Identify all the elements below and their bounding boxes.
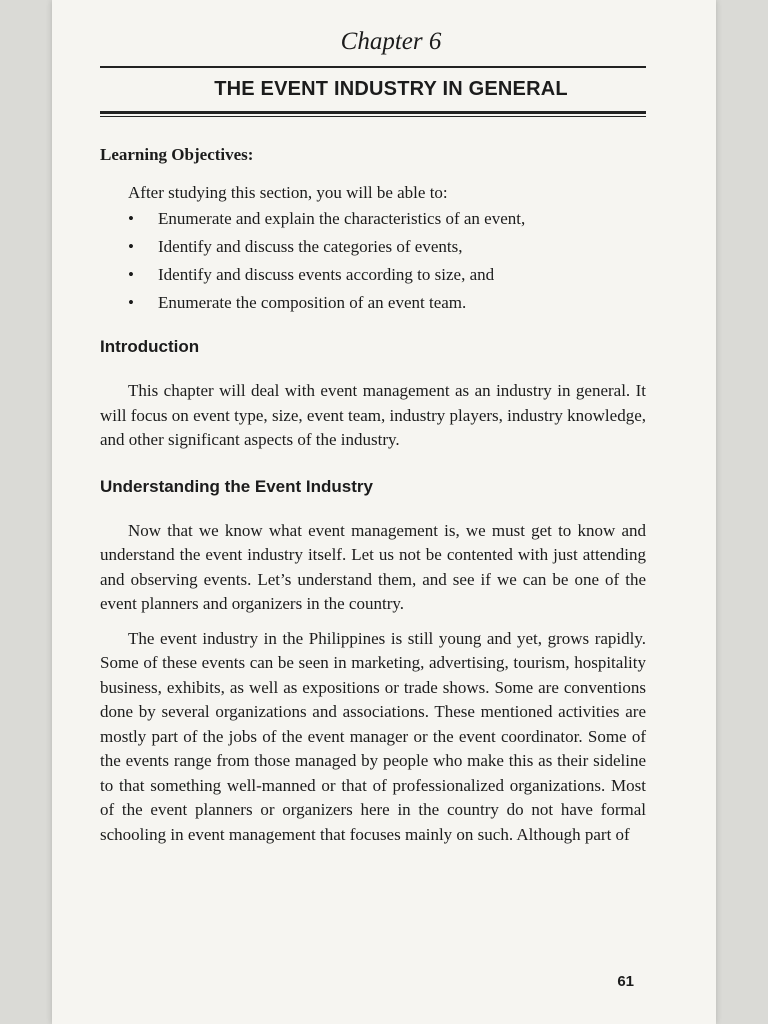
objective-text: Identify and discuss the categories of events, xyxy=(158,237,463,256)
title-top-rule xyxy=(100,66,646,68)
objective-text: Enumerate the composition of an event team. xyxy=(158,293,467,312)
title-bottom-rule-thin xyxy=(100,116,646,117)
list-item xyxy=(128,293,646,313)
objective-text: Enumerate and explain the characteristics of an event, xyxy=(158,209,526,228)
list-item xyxy=(128,237,646,257)
bullet-icon: • xyxy=(128,265,134,284)
bullet-icon: • xyxy=(128,237,134,256)
page-content xyxy=(100,28,646,857)
objectives-list xyxy=(100,209,646,313)
learning-objectives-heading: Learning Objectives: xyxy=(100,145,254,164)
introduction-heading: Introduction xyxy=(100,337,200,356)
understanding-paragraph-1: Now that we know what event management is, we must get to know and understand the event industry itself. Let us not be contented with just attending and observing events. Let’s understand them, and see if we can be one of the event planners and organizers in the country. xyxy=(100,520,646,613)
bullet-icon: • xyxy=(128,209,134,228)
page-number: 61 xyxy=(617,973,634,990)
list-item xyxy=(128,209,646,229)
understanding-heading: Understanding the Event Industry xyxy=(100,476,373,496)
understanding-paragraph-2: The event industry in the Philippines is still young and yet, grows rapidly. Some of these events can be seen in marketing, advertising, tourism, hospitality business, exhibits, as well as expositions or trade shows. Some are conventions done by several organizations and associations. These mentioned activities are mostly part of the jobs of the event manager or the event coordinator. Some of the events range from those managed by people who make this as their sideline to that something well-manned or that of professionalized organizations. Most of the event planners or organizers here in the country do not have formal schooling in event management that focuses mainly on such. Although part of xyxy=(100,628,646,844)
objective-text: Identify and discuss events according to size, and xyxy=(158,265,495,284)
list-item xyxy=(128,265,646,285)
chapter-label: Chapter 6 xyxy=(340,28,442,55)
chapter-title: THE EVENT INDUSTRY IN GENERAL xyxy=(214,78,568,100)
introduction-paragraph: This chapter will deal with event management as an industry in general. It will focus on event type, size, event team, industry players, industry knowledge, and other significant aspects of the industry. xyxy=(100,381,646,449)
learning-objectives-intro: After studying this section, you will be able to: xyxy=(128,183,448,202)
title-bottom-rule xyxy=(100,111,646,114)
book-page xyxy=(52,0,716,1024)
bullet-icon: • xyxy=(128,293,134,312)
